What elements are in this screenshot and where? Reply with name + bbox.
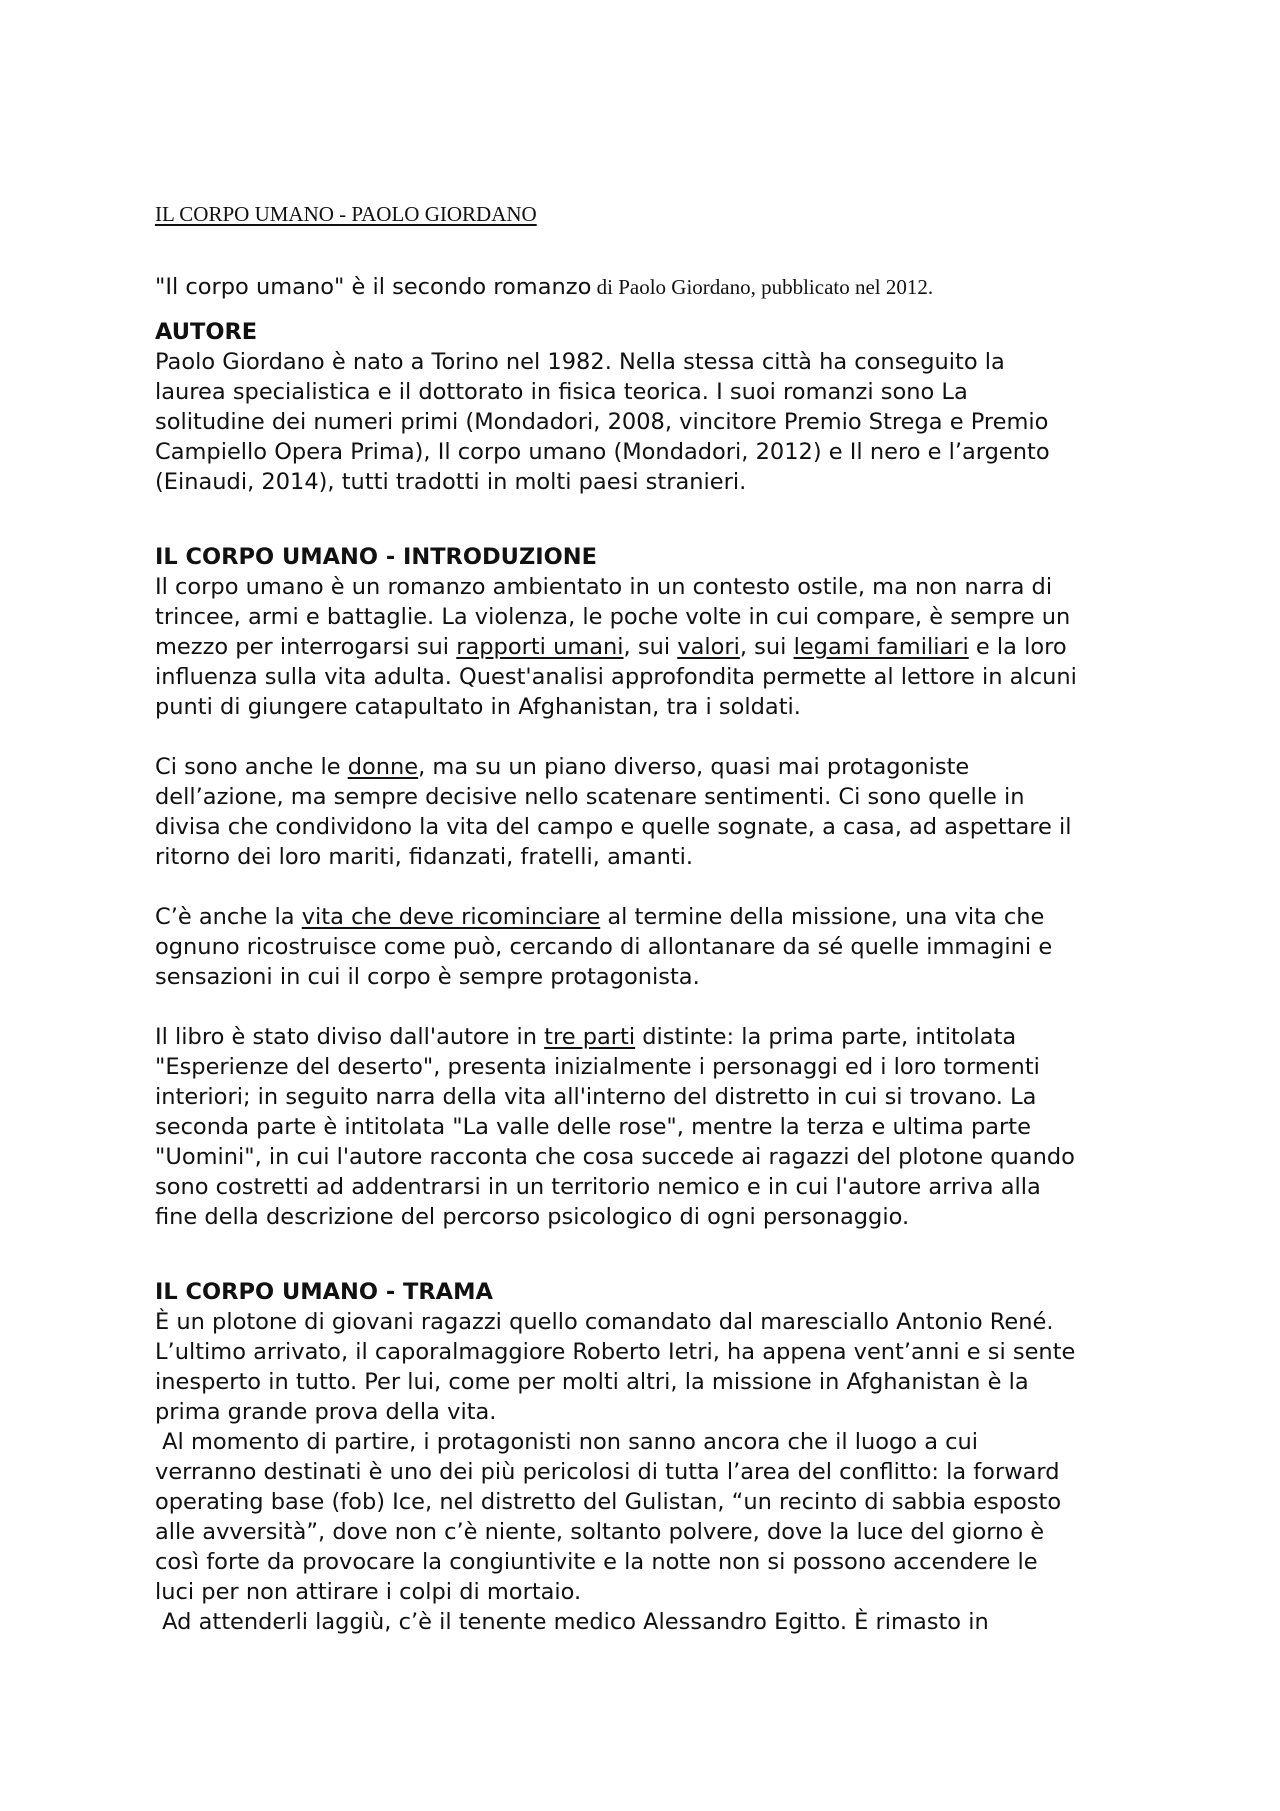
intro-sentence [155, 272, 933, 302]
text-line: (Einaudi, 2014), tutti tradotti in molti paesi stranieri. [155, 469, 747, 495]
underlined-valori: valori [677, 634, 740, 660]
document-title: IL CORPO UMANO - PAOLO GIORDANO [155, 202, 537, 226]
intro-serif-text: di Paolo Giordano, pubblicato nel 2012. [591, 275, 934, 299]
underlined-rapporti-umani: rapporti umani [456, 634, 624, 660]
text-line: influenza sulla vita adulta. Quest'analisi approfondita permette al lettore in alcuni [155, 664, 1077, 690]
section-heading-autore: AUTORE [155, 319, 258, 345]
autore-paragraph [155, 347, 1135, 497]
text-line: prima grande prova della vita. [155, 1399, 497, 1425]
underlined-donne: donne [347, 754, 419, 780]
text-line: Il corpo umano è un romanzo ambientato in un contesto ostile, ma non narra di [155, 574, 1053, 600]
text-line: verranno destinati è uno dei più pericolosi di tutta l’area del conflitto: la forward [155, 1459, 1060, 1485]
text-line: Paolo Giordano è nato a Torino nel 1982. Nella stessa città ha conseguito la [155, 349, 1005, 375]
underlined-tre-parti: tre parti [544, 1024, 636, 1050]
text-line: sensazioni in cui il corpo è sempre protagonista. [155, 964, 700, 990]
text-line: solitudine dei numeri primi (Mondadori, 2008, vincitore Premio Strega e Premio [155, 409, 1049, 435]
text-line: Ad attenderli laggiù, c’è il tenente medico Alessandro Egitto. È rimasto in [155, 1609, 989, 1635]
text-line: "Esperienze del deserto", presenta inizialmente i personaggi ed i loro tormenti [155, 1054, 1040, 1080]
introduzione-paragraph-1 [155, 572, 1135, 722]
text-line: punti di giungere catapultato in Afghanistan, tra i soldati. [155, 694, 801, 720]
text-line: inesperto in tutto. Per lui, come per molti altri, la missione in Afghanistan è la [155, 1369, 1029, 1395]
underlined-legami-familiari: legami familiari [793, 634, 969, 660]
text-line: divisa che condividono la vita del campo e quelle sognate, a casa, ad aspettare il [155, 814, 1072, 840]
text-line: È un plotone di giovani ragazzi quello comandato dal maresciallo Antonio René. [155, 1309, 1054, 1335]
text-line: "Uomini", in cui l'autore racconta che cosa succede ai ragazzi del plotone quando [155, 1144, 1075, 1170]
trama-paragraph [155, 1307, 1135, 1637]
text-line: sono costretti ad addentrarsi in un territorio nemico e in cui l'autore arriva alla [155, 1174, 1041, 1200]
text-line: Campiello Opera Prima), Il corpo umano (Mondadori, 2012) e Il nero e l’argento [155, 439, 1050, 465]
text-line: trincee, armi e battaglie. La violenza, le poche volte in cui compare, è sempre un [155, 604, 1071, 630]
text-line: mezzo per interrogarsi sui rapporti umani, sui valori, sui legami familiari e la loro [155, 634, 1067, 660]
text-line: L’ultimo arrivato, il caporalmaggiore Roberto Ietri, ha appena vent’anni e si sente [155, 1339, 1076, 1365]
introduzione-paragraph-3 [155, 902, 1135, 992]
text-line: seconda parte è intitolata "La valle delle rose", mentre la terza e ultima parte [155, 1114, 1031, 1140]
text-line: operating base (fob) Ice, nel distretto del Gulistan, “un recinto di sabbia esposto [155, 1489, 1062, 1515]
text-line: Il libro è stato diviso dall'autore in tre parti distinte: la prima parte, intitolata [155, 1024, 1017, 1050]
text-line: laurea specialistica e il dottorato in fisica teorica. I suoi romanzi sono La [155, 379, 968, 405]
text-line: Ci sono anche le donne, ma su un piano diverso, quasi mai protagoniste [155, 754, 970, 780]
introduzione-paragraph-2 [155, 752, 1135, 872]
section-heading-trama: IL CORPO UMANO - TRAMA [155, 1279, 493, 1305]
text-line: ognuno ricostruisce come può, cercando di allontanare da sé quelle immagini e [155, 934, 1053, 960]
text-line: C’è anche la vita che deve ricominciare al termine della missione, una vita che [155, 904, 1045, 930]
underlined-vita-che-deve-ricominciare: vita che deve ricominciare [301, 904, 601, 930]
document-body [155, 317, 1135, 1637]
section-heading-introduzione: IL CORPO UMANO - INTRODUZIONE [155, 544, 597, 570]
text-line: così forte da provocare la congiuntivite e la notte non si possono accendere le [155, 1549, 1038, 1575]
intro-sans-text: "Il corpo umano" è il secondo romanzo [155, 274, 592, 300]
text-line: ritorno dei loro mariti, fidanzati, fratelli, amanti. [155, 844, 694, 870]
text-line: interiori; in seguito narra della vita all'interno del distretto in cui si trovano. La [155, 1084, 1037, 1110]
text-line: dell’azione, ma sempre decisive nello scatenare sentimenti. Ci sono quelle in [155, 784, 1025, 810]
text-line: fine della descrizione del percorso psicologico di ogni personaggio. [155, 1204, 910, 1230]
text-line: Al momento di partire, i protagonisti non sanno ancora che il luogo a cui [155, 1429, 979, 1455]
text-line: alle avversità”, dove non c’è niente, soltanto polvere, dove la luce del giorno è [155, 1519, 1045, 1545]
introduzione-paragraph-4 [155, 1022, 1135, 1232]
text-line: luci per non attirare i colpi di mortaio. [155, 1579, 582, 1605]
